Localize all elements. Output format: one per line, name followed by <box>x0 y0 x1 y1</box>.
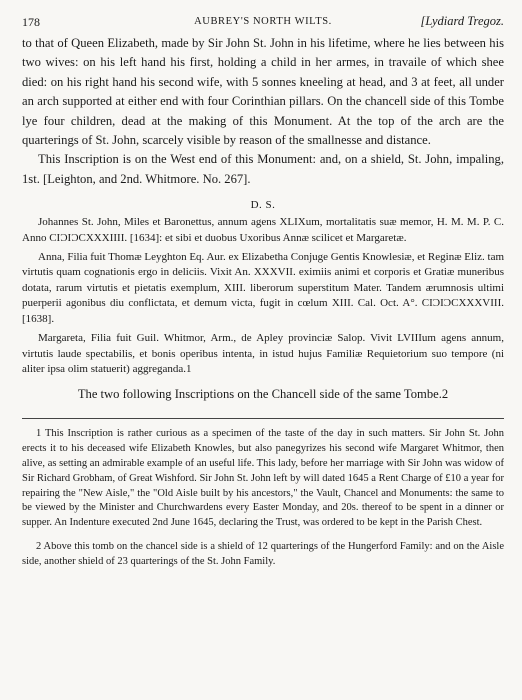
running-head <box>22 12 504 34</box>
footnote-2: 2 Above this tomb on the chancel side is a shield of 12 quarterings of the Hungerford Family: and on the Aisle side, another shield of 23 quarterings of the St. John Family. <box>22 540 504 567</box>
inscription-heading: D. S. <box>250 199 276 212</box>
inscription-johannes: Johannes St. John, Miles et Baronettus, annum agens XLIXum, mortalitatis suæ memor, H. M. M. P. C. Anno CIƆIƆCXXXIIII. [1634]: et sibi et duobus Uxoribus Annæ scilicet et Margaretæ. <box>22 216 504 244</box>
running-title: AUBREY'S NORTH WILTS. <box>194 16 332 27</box>
place-heading: [Lydiard Tregoz. <box>420 14 504 28</box>
body-paragraph-inscription-note: This Inscription is on the West end of this Monument: and, on a shield, St. John, impaling, 1st. [Leighton, and 2nd. Whitmore. No. 267]. <box>22 152 504 186</box>
body-paragraph-tomb-description: to that of Queen Elizabeth, made by Sir John St. John in his lifetime, where he lies between his two wives: on his left hand his first, holding a child in her armes, in travaile of which shee died: on his right hand his second wife, with 5 sonnes kneeling at head, and 3 at feet, all under an arch supported at either end with four Corinthian pillars. On the chancell side of this Tombe lye four children, dead at the making of this Monument. At the top of the arch are the quarterings of St. John, scarcely visible by reason of the smallnesse and distance. <box>22 36 504 148</box>
page-number: 178 <box>22 15 40 29</box>
footnote-divider <box>22 418 504 419</box>
following-inscriptions-heading: The two following Inscriptions on the Chancell side of the same Tombe.2 <box>77 387 449 402</box>
inscription-margareta: Margareta, Filia fuit Guil. Whitmor, Arm., de Apley provinciæ Salop. Vivit LVIIIum agens annum, virtutis laude spectabilis, et bonis operibus intenta, in istud hujus Familiæ Requietorium suo tempore (ni aliter ipsa olim statuerit) aggreganda.1 <box>22 332 504 375</box>
inscription-anna: Anna, Filia fuit Thomæ Leyghton Eq. Aur. ex Elizabetha Conjuge Gentis Knowlesiæ, et Reginæ Eliz. tam virtutis quam cognationis ergo in deliciis. Vixit An. XXXVII. eximiis animi et corporis et Gratiæ muneribus dotata, rarum virtutis et pietatis exemplum, XIII. liberorum superstitum Mater. Tandem ærumnosis ultimi puerperii agonibus diu conflictata, et demum victa, fugit in cœlum XIII. Cal. Oct. A°. CIƆIƆCXXXVIII. [1638]. <box>22 251 505 325</box>
footnote-1: 1 This Inscription is rather curious as a specimen of the taste of the day in such matters. Sir John St. John erects it to his deceased wife Elizabeth Knowles, but also panegyrizes his second wife Margaret Whitmor, then alive, as setting an admirable example of an useful life. This lady, before her marriage with Sir John was widow of Sir Richard Grobham, of Great Wishford. Sir John St. John left by will dated 1645 a Rent Charge of £10 a year for repairing the "New Aisle," the "Old Aisle built by his ancestors," the Vault, Chancel and Monuments: the same to be viewed by the Minister and Churchwardens every Easter Monday, and 20s. thereof to be spent in a dinner or supper. An Indenture executed 2nd June 1645, declaring the Trust, was ordered to be kept in the Parish Chest. <box>22 428 504 529</box>
